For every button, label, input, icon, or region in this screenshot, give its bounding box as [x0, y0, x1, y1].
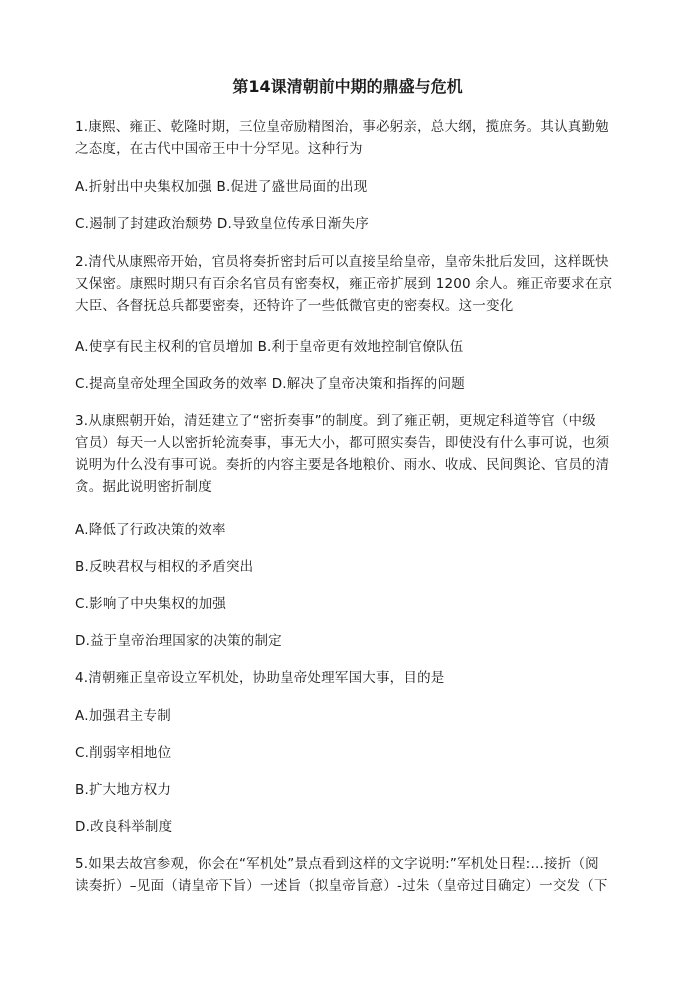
- text-line: B.反映君权与相权的矛盾突出: [75, 559, 254, 575]
- question-3-option-d: [75, 630, 623, 652]
- text-line: C.遏制了封建政治颓势 D.导致皇位传承日渐失序: [75, 216, 369, 232]
- text-line: C.提高皇帝处理全国政务的效率 D.解决了皇帝决策和指挥的问题: [75, 376, 465, 392]
- text-line: A.使享有民主权利的官员增加 B.利于皇帝更有效地控制官僚队伍: [75, 339, 464, 355]
- text-line: 之态度，在古代中国帝王中十分罕见。这种行为: [75, 141, 363, 157]
- question-4-option-d: [75, 816, 623, 838]
- question-1-options-cd: [75, 213, 623, 235]
- question-2-options-cd: [75, 373, 623, 395]
- text-line: 贪。据此说明密折制度: [75, 479, 212, 495]
- question-3-option-c: [75, 593, 623, 615]
- text-line: 2.清代从康熙帝开始，官员将奏折密封后可以直接呈给皇帝，皇帝朱批后发回，这样既快: [75, 254, 609, 270]
- question-2-options-ab: [75, 336, 623, 358]
- question-1-stem: [75, 116, 623, 160]
- text-line: 又保密。康熙时期只有百余名官员有密奏权，雍正帝扩展到 1200 余人。雍正帝要求在京: [75, 276, 613, 292]
- question-3-option-b: [75, 556, 623, 578]
- question-5-stem: [75, 853, 623, 897]
- question-3-option-a: [75, 519, 623, 541]
- text-line: 3.从康熙朝开始，清廷建立了“密折奏事”的制度。到了雍正朝，更规定科道等官（中级: [75, 413, 596, 429]
- page-title: 第14课清朝前中期的鼎盛与危机: [232, 77, 463, 96]
- question-4-option-b: [75, 779, 623, 801]
- question-2-stem: [75, 251, 623, 317]
- text-line: 大臣、各督抚总兵都要密奏，还特许了一些低微官吏的密奏权。这一变化: [75, 298, 514, 314]
- text-line: 说明为什么没有事可说。奏折的内容主要是各地粮价、雨水、收成、民间舆论、官员的清: [75, 457, 610, 473]
- question-1-options-ab: [75, 176, 623, 198]
- text-line: A.降低了行政决策的效率: [75, 522, 226, 538]
- text-line: 4.清朝雍正皇帝设立军机处，协助皇帝处理军国大事，目的是: [75, 670, 445, 686]
- text-line: C.削弱宰相地位: [75, 745, 172, 761]
- text-line: 读奏折）–见面（请皇帝下旨）一述旨（拟皇帝旨意）-过朱（皇帝过目确定）一交发（下: [75, 878, 608, 894]
- text-line: A.加强君主专制: [75, 708, 171, 724]
- text-line: C.影响了中央集权的加强: [75, 596, 227, 612]
- question-4-stem: [75, 667, 623, 689]
- question-4-option-a: [75, 705, 623, 727]
- text-line: 1.康熙、雍正、乾隆时期，三位皇帝励精图治，事必躬亲，总大纲，揽庶务。其认真勤勉: [75, 119, 609, 135]
- text-line: D.改良科举制度: [75, 819, 173, 835]
- text-line: A.折射出中央集权加强 B.促进了盛世局面的出现: [75, 179, 368, 195]
- text-line: B.扩大地方权力: [75, 782, 172, 798]
- text-line: 5.如果去故宫参观，你会在“军机处”景点看到这样的文字说明:”军机处日程:…接折（阅: [75, 856, 599, 872]
- text-line: 官员）每天一人以密折轮流奏事，事无大小，都可照实奏告，即使没有什么事可说，也须: [75, 435, 610, 451]
- question-3-stem: [75, 410, 623, 498]
- text-line: D.益于皇帝治理国家的决策的制定: [75, 633, 282, 649]
- question-4-option-c: [75, 742, 623, 764]
